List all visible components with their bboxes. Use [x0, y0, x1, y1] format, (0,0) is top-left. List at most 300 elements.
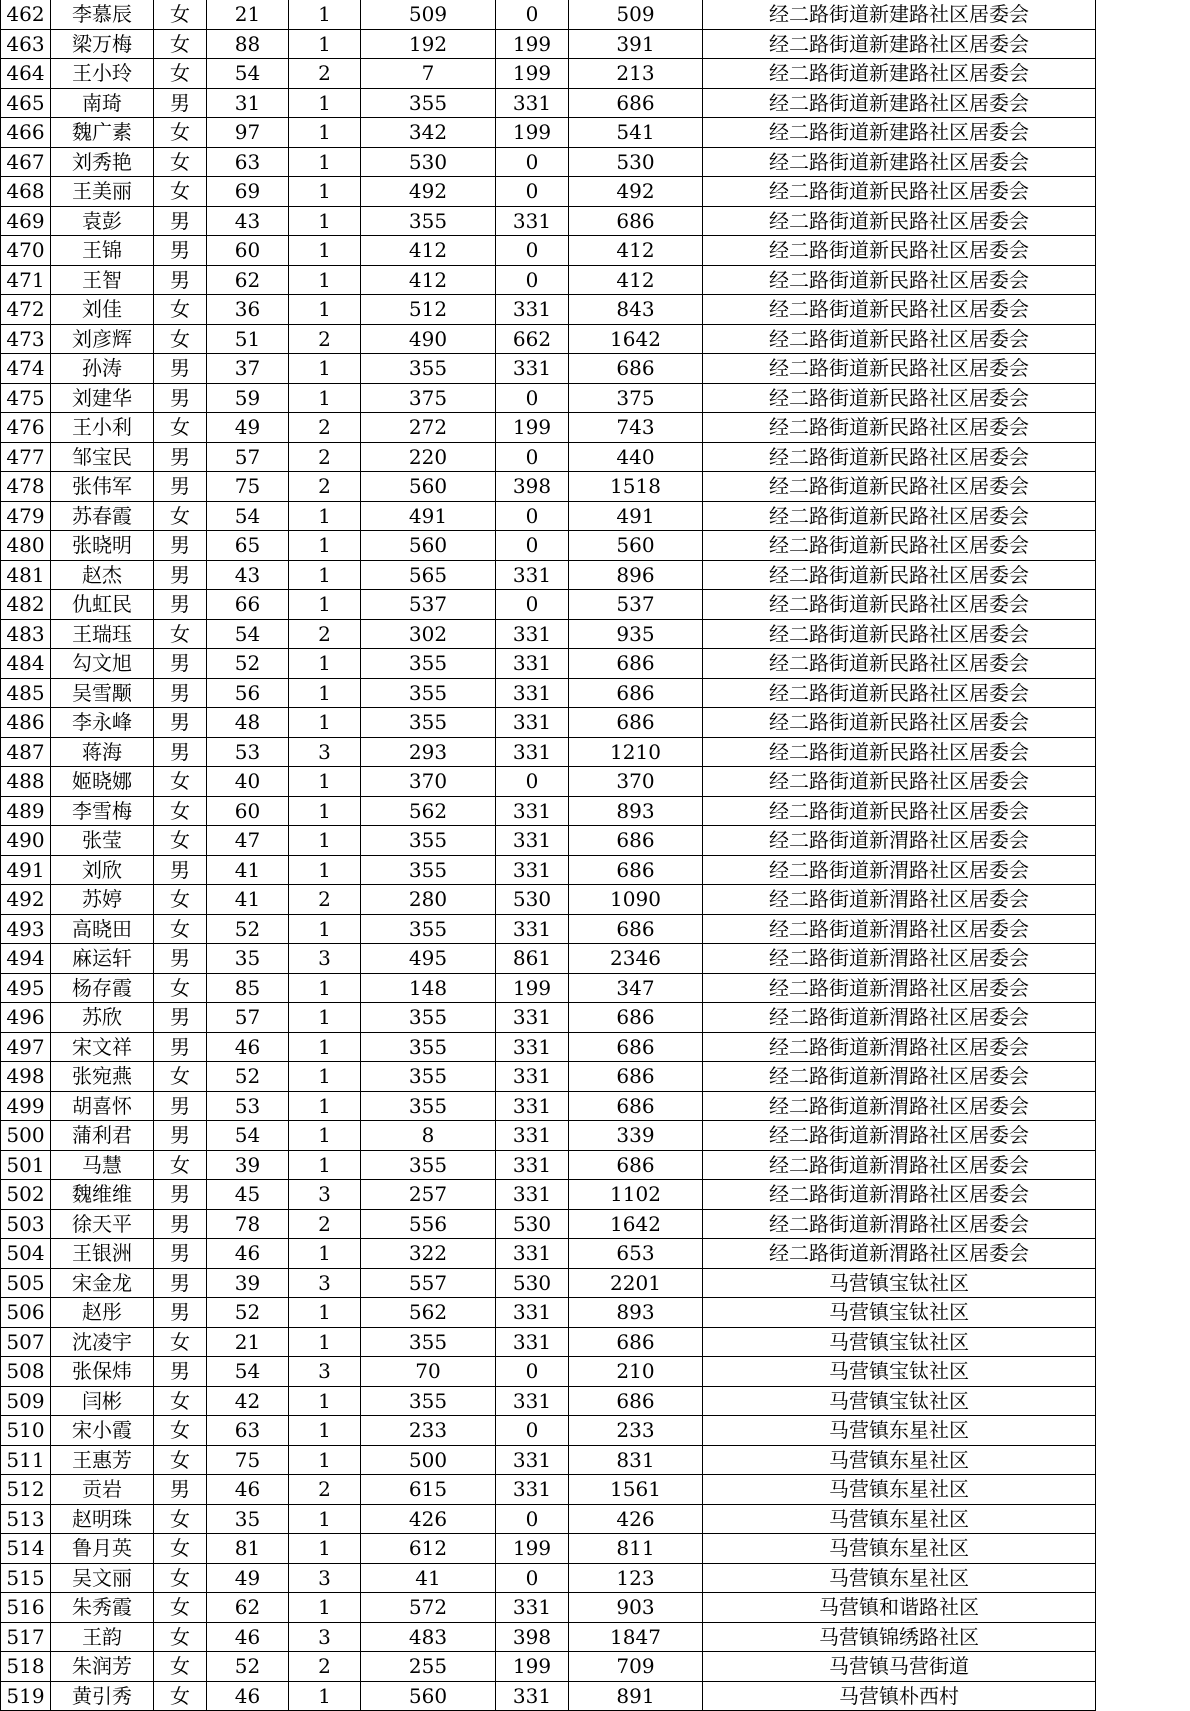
total-cell: 686 [569, 88, 703, 118]
community-cell: 马营镇东星社区 [703, 1563, 1096, 1593]
row-number-cell: 502 [1, 1180, 51, 1210]
amount-b-cell: 199 [496, 413, 569, 443]
total-cell: 891 [569, 1681, 703, 1711]
row-number-cell: 488 [1, 767, 51, 797]
gender-cell: 男 [154, 855, 207, 885]
community-cell: 经二路街道新建路社区居委会 [703, 88, 1096, 118]
age-cell: 54 [207, 501, 289, 531]
age-cell: 60 [207, 236, 289, 266]
community-cell: 经二路街道新建路社区居委会 [703, 118, 1096, 148]
amount-b-cell: 0 [496, 236, 569, 266]
amount-a-cell: 557 [361, 1268, 496, 1298]
household-size-cell: 1 [289, 678, 361, 708]
household-size-cell: 1 [289, 1327, 361, 1357]
name-cell: 吴文丽 [51, 1563, 154, 1593]
age-cell: 59 [207, 383, 289, 413]
community-cell: 经二路街道新渭路社区居委会 [703, 1180, 1096, 1210]
household-size-cell: 1 [289, 649, 361, 679]
gender-cell: 男 [154, 88, 207, 118]
table-row [1, 1298, 1096, 1328]
gender-cell: 女 [154, 1622, 207, 1652]
community-cell: 经二路街道新建路社区居委会 [703, 0, 1096, 29]
gender-cell: 男 [154, 737, 207, 767]
amount-a-cell: 322 [361, 1239, 496, 1269]
row-number-cell: 474 [1, 354, 51, 384]
name-cell: 宋文祥 [51, 1032, 154, 1062]
gender-cell: 男 [154, 708, 207, 738]
age-cell: 54 [207, 59, 289, 89]
amount-a-cell: 257 [361, 1180, 496, 1210]
row-number-cell: 501 [1, 1150, 51, 1180]
name-cell: 李慕辰 [51, 0, 154, 29]
gender-cell: 男 [154, 1239, 207, 1269]
age-cell: 56 [207, 678, 289, 708]
name-cell: 王锦 [51, 236, 154, 266]
gender-cell: 男 [154, 206, 207, 236]
gender-cell: 女 [154, 1652, 207, 1682]
amount-b-cell: 199 [496, 1652, 569, 1682]
table-row [1, 1652, 1096, 1682]
amount-a-cell: 355 [361, 914, 496, 944]
table-row [1, 88, 1096, 118]
age-cell: 51 [207, 324, 289, 354]
amount-b-cell: 0 [496, 383, 569, 413]
total-cell: 210 [569, 1357, 703, 1387]
community-cell: 经二路街道新渭路社区居委会 [703, 1032, 1096, 1062]
name-cell: 刘建华 [51, 383, 154, 413]
household-size-cell: 3 [289, 944, 361, 974]
age-cell: 54 [207, 1357, 289, 1387]
amount-b-cell: 331 [496, 619, 569, 649]
gender-cell: 女 [154, 796, 207, 826]
amount-a-cell: 562 [361, 796, 496, 826]
amount-b-cell: 331 [496, 1091, 569, 1121]
total-cell: 686 [569, 1150, 703, 1180]
row-number-cell: 508 [1, 1357, 51, 1387]
gender-cell: 女 [154, 1327, 207, 1357]
amount-b-cell: 0 [496, 177, 569, 207]
table-row [1, 1593, 1096, 1623]
name-cell: 苏春霞 [51, 501, 154, 531]
age-cell: 52 [207, 1298, 289, 1328]
age-cell: 35 [207, 944, 289, 974]
age-cell: 37 [207, 354, 289, 384]
community-cell: 经二路街道新渭路社区居委会 [703, 944, 1096, 974]
amount-a-cell: 560 [361, 472, 496, 502]
amount-b-cell: 331 [496, 1003, 569, 1033]
row-number-cell: 476 [1, 413, 51, 443]
row-number-cell: 511 [1, 1445, 51, 1475]
table-row [1, 206, 1096, 236]
household-size-cell: 1 [289, 1681, 361, 1711]
gender-cell: 男 [154, 442, 207, 472]
household-size-cell: 1 [289, 914, 361, 944]
row-number-cell: 489 [1, 796, 51, 826]
amount-b-cell: 530 [496, 1209, 569, 1239]
age-cell: 69 [207, 177, 289, 207]
gender-cell: 男 [154, 1091, 207, 1121]
total-cell: 686 [569, 354, 703, 384]
name-cell: 邹宝民 [51, 442, 154, 472]
amount-a-cell: 530 [361, 147, 496, 177]
gender-cell: 男 [154, 678, 207, 708]
amount-a-cell: 537 [361, 590, 496, 620]
age-cell: 88 [207, 29, 289, 59]
amount-a-cell: 70 [361, 1357, 496, 1387]
total-cell: 896 [569, 560, 703, 590]
row-number-cell: 481 [1, 560, 51, 590]
amount-b-cell: 331 [496, 206, 569, 236]
gender-cell: 男 [154, 1032, 207, 1062]
community-cell: 经二路街道新民路社区居委会 [703, 737, 1096, 767]
row-number-cell: 500 [1, 1121, 51, 1151]
row-number-cell: 467 [1, 147, 51, 177]
community-cell: 马营镇宝钛社区 [703, 1298, 1096, 1328]
community-cell: 马营镇东星社区 [703, 1416, 1096, 1446]
row-number-cell: 507 [1, 1327, 51, 1357]
row-number-cell: 506 [1, 1298, 51, 1328]
gender-cell: 女 [154, 767, 207, 797]
total-cell: 686 [569, 826, 703, 856]
amount-a-cell: 500 [361, 1445, 496, 1475]
amount-a-cell: 375 [361, 383, 496, 413]
amount-a-cell: 220 [361, 442, 496, 472]
household-size-cell: 2 [289, 1475, 361, 1505]
name-cell: 刘秀艳 [51, 147, 154, 177]
age-cell: 42 [207, 1386, 289, 1416]
total-cell: 426 [569, 1504, 703, 1534]
household-size-cell: 1 [289, 590, 361, 620]
total-cell: 1642 [569, 1209, 703, 1239]
name-cell: 张伟军 [51, 472, 154, 502]
amount-a-cell: 556 [361, 1209, 496, 1239]
gender-cell: 女 [154, 59, 207, 89]
table-row [1, 1445, 1096, 1475]
total-cell: 412 [569, 236, 703, 266]
name-cell: 赵彤 [51, 1298, 154, 1328]
table-row [1, 1062, 1096, 1092]
household-size-cell: 3 [289, 1268, 361, 1298]
amount-b-cell: 662 [496, 324, 569, 354]
name-cell: 王美丽 [51, 177, 154, 207]
community-cell: 经二路街道新渭路社区居委会 [703, 826, 1096, 856]
community-cell: 经二路街道新渭路社区居委会 [703, 914, 1096, 944]
amount-a-cell: 355 [361, 1150, 496, 1180]
total-cell: 686 [569, 708, 703, 738]
amount-b-cell: 331 [496, 88, 569, 118]
amount-a-cell: 495 [361, 944, 496, 974]
name-cell: 张晓明 [51, 531, 154, 561]
community-cell: 经二路街道新民路社区居委会 [703, 678, 1096, 708]
gender-cell: 女 [154, 619, 207, 649]
household-size-cell: 2 [289, 1652, 361, 1682]
age-cell: 81 [207, 1534, 289, 1564]
household-size-cell: 1 [289, 1504, 361, 1534]
amount-a-cell: 355 [361, 354, 496, 384]
amount-a-cell: 355 [361, 649, 496, 679]
row-number-cell: 509 [1, 1386, 51, 1416]
name-cell: 马慧 [51, 1150, 154, 1180]
household-size-cell: 3 [289, 1180, 361, 1210]
amount-a-cell: 612 [361, 1534, 496, 1564]
household-size-cell: 2 [289, 324, 361, 354]
gender-cell: 女 [154, 29, 207, 59]
name-cell: 刘佳 [51, 295, 154, 325]
total-cell: 903 [569, 1593, 703, 1623]
age-cell: 21 [207, 1327, 289, 1357]
total-cell: 831 [569, 1445, 703, 1475]
household-size-cell: 1 [289, 206, 361, 236]
row-number-cell: 490 [1, 826, 51, 856]
name-cell: 张保炜 [51, 1357, 154, 1387]
table-row [1, 1032, 1096, 1062]
gender-cell: 男 [154, 265, 207, 295]
amount-b-cell: 530 [496, 885, 569, 915]
community-cell: 马营镇东星社区 [703, 1475, 1096, 1505]
total-cell: 1210 [569, 737, 703, 767]
amount-a-cell: 509 [361, 0, 496, 29]
amount-a-cell: 355 [361, 206, 496, 236]
table-row [1, 1504, 1096, 1534]
total-cell: 233 [569, 1416, 703, 1446]
gender-cell: 男 [154, 1357, 207, 1387]
gender-cell: 女 [154, 1062, 207, 1092]
gender-cell: 男 [154, 1209, 207, 1239]
amount-a-cell: 355 [361, 1091, 496, 1121]
amount-b-cell: 0 [496, 1416, 569, 1446]
row-number-cell: 479 [1, 501, 51, 531]
household-size-cell: 1 [289, 708, 361, 738]
community-cell: 经二路街道新民路社区居委会 [703, 531, 1096, 561]
community-cell: 马营镇宝钛社区 [703, 1327, 1096, 1357]
name-cell: 苏婷 [51, 885, 154, 915]
gender-cell: 男 [154, 1298, 207, 1328]
age-cell: 46 [207, 1475, 289, 1505]
total-cell: 893 [569, 796, 703, 826]
table-row [1, 1357, 1096, 1387]
household-size-cell: 1 [289, 1032, 361, 1062]
age-cell: 48 [207, 708, 289, 738]
gender-cell: 女 [154, 1681, 207, 1711]
community-cell: 经二路街道新渭路社区居委会 [703, 1121, 1096, 1151]
gender-cell: 女 [154, 973, 207, 1003]
age-cell: 62 [207, 1593, 289, 1623]
total-cell: 440 [569, 442, 703, 472]
gender-cell: 女 [154, 1416, 207, 1446]
amount-a-cell: 233 [361, 1416, 496, 1446]
age-cell: 52 [207, 1652, 289, 1682]
amount-b-cell: 331 [496, 354, 569, 384]
amount-b-cell: 331 [496, 914, 569, 944]
amount-b-cell: 331 [496, 737, 569, 767]
row-number-cell: 496 [1, 1003, 51, 1033]
total-cell: 1102 [569, 1180, 703, 1210]
total-cell: 530 [569, 147, 703, 177]
name-cell: 王智 [51, 265, 154, 295]
community-cell: 经二路街道新渭路社区居委会 [703, 855, 1096, 885]
gender-cell: 女 [154, 118, 207, 148]
community-cell: 马营镇马营街道 [703, 1652, 1096, 1682]
age-cell: 46 [207, 1239, 289, 1269]
name-cell: 吴雪颙 [51, 678, 154, 708]
row-number-cell: 491 [1, 855, 51, 885]
amount-b-cell: 398 [496, 1622, 569, 1652]
table-row [1, 531, 1096, 561]
table-row [1, 147, 1096, 177]
age-cell: 21 [207, 0, 289, 29]
community-cell: 马营镇东星社区 [703, 1445, 1096, 1475]
amount-b-cell: 0 [496, 265, 569, 295]
total-cell: 123 [569, 1563, 703, 1593]
gender-cell: 男 [154, 383, 207, 413]
table-row [1, 855, 1096, 885]
row-number-cell: 515 [1, 1563, 51, 1593]
total-cell: 1642 [569, 324, 703, 354]
community-cell: 经二路街道新民路社区居委会 [703, 265, 1096, 295]
total-cell: 743 [569, 413, 703, 443]
community-cell: 经二路街道新渭路社区居委会 [703, 1003, 1096, 1033]
amount-a-cell: 355 [361, 678, 496, 708]
community-cell: 经二路街道新建路社区居委会 [703, 29, 1096, 59]
community-cell: 马营镇宝钛社区 [703, 1268, 1096, 1298]
name-cell: 王韵 [51, 1622, 154, 1652]
amount-a-cell: 7 [361, 59, 496, 89]
household-size-cell: 1 [289, 1121, 361, 1151]
name-cell: 蒋海 [51, 737, 154, 767]
amount-a-cell: 512 [361, 295, 496, 325]
name-cell: 鲁月英 [51, 1534, 154, 1564]
gender-cell: 男 [154, 236, 207, 266]
gender-cell: 男 [154, 531, 207, 561]
amount-b-cell: 199 [496, 1534, 569, 1564]
household-size-cell: 1 [289, 1239, 361, 1269]
age-cell: 62 [207, 265, 289, 295]
amount-a-cell: 280 [361, 885, 496, 915]
household-size-cell: 1 [289, 265, 361, 295]
amount-b-cell: 331 [496, 1681, 569, 1711]
name-cell: 宋金龙 [51, 1268, 154, 1298]
name-cell: 胡喜怀 [51, 1091, 154, 1121]
amount-b-cell: 0 [496, 590, 569, 620]
row-number-cell: 484 [1, 649, 51, 679]
age-cell: 43 [207, 560, 289, 590]
age-cell: 46 [207, 1681, 289, 1711]
household-size-cell: 2 [289, 413, 361, 443]
table-row [1, 914, 1096, 944]
total-cell: 686 [569, 678, 703, 708]
amount-a-cell: 355 [361, 1032, 496, 1062]
age-cell: 63 [207, 147, 289, 177]
age-cell: 78 [207, 1209, 289, 1239]
row-number-cell: 464 [1, 59, 51, 89]
name-cell: 杨存霞 [51, 973, 154, 1003]
row-number-cell: 487 [1, 737, 51, 767]
age-cell: 46 [207, 1032, 289, 1062]
table-row [1, 59, 1096, 89]
table-row [1, 236, 1096, 266]
gender-cell: 男 [154, 560, 207, 590]
gender-cell: 男 [154, 1121, 207, 1151]
gender-cell: 女 [154, 1150, 207, 1180]
age-cell: 45 [207, 1180, 289, 1210]
household-size-cell: 1 [289, 531, 361, 561]
household-size-cell: 2 [289, 472, 361, 502]
age-cell: 41 [207, 885, 289, 915]
total-cell: 686 [569, 1327, 703, 1357]
total-cell: 686 [569, 1386, 703, 1416]
amount-a-cell: 492 [361, 177, 496, 207]
total-cell: 347 [569, 973, 703, 1003]
community-cell: 经二路街道新渭路社区居委会 [703, 1062, 1096, 1092]
table-row [1, 649, 1096, 679]
household-size-cell: 1 [289, 1593, 361, 1623]
gender-cell: 男 [154, 1475, 207, 1505]
community-cell: 马营镇宝钛社区 [703, 1357, 1096, 1387]
name-cell: 赵明珠 [51, 1504, 154, 1534]
row-number-cell: 470 [1, 236, 51, 266]
household-size-cell: 1 [289, 88, 361, 118]
amount-a-cell: 342 [361, 118, 496, 148]
gender-cell: 男 [154, 1180, 207, 1210]
household-size-cell: 1 [289, 796, 361, 826]
table-row [1, 265, 1096, 295]
household-size-cell: 1 [289, 767, 361, 797]
total-cell: 412 [569, 265, 703, 295]
gender-cell: 女 [154, 1504, 207, 1534]
age-cell: 54 [207, 1121, 289, 1151]
amount-b-cell: 331 [496, 1239, 569, 1269]
household-size-cell: 1 [289, 1062, 361, 1092]
amount-b-cell: 0 [496, 1563, 569, 1593]
row-number-cell: 466 [1, 118, 51, 148]
amount-a-cell: 565 [361, 560, 496, 590]
total-cell: 935 [569, 619, 703, 649]
total-cell: 893 [569, 1298, 703, 1328]
gender-cell: 女 [154, 324, 207, 354]
table-row [1, 1416, 1096, 1446]
household-size-cell: 1 [289, 1416, 361, 1446]
amount-b-cell: 398 [496, 472, 569, 502]
amount-a-cell: 293 [361, 737, 496, 767]
age-cell: 75 [207, 472, 289, 502]
community-cell: 经二路街道新民路社区居委会 [703, 796, 1096, 826]
community-cell: 经二路街道新渭路社区居委会 [703, 1239, 1096, 1269]
total-cell: 686 [569, 649, 703, 679]
total-cell: 370 [569, 767, 703, 797]
table-row [1, 0, 1096, 29]
gender-cell: 男 [154, 1268, 207, 1298]
household-size-cell: 1 [289, 354, 361, 384]
total-cell: 1090 [569, 885, 703, 915]
row-number-cell: 472 [1, 295, 51, 325]
name-cell: 宋小霞 [51, 1416, 154, 1446]
table-row [1, 737, 1096, 767]
row-number-cell: 471 [1, 265, 51, 295]
total-cell: 686 [569, 1003, 703, 1033]
total-cell: 213 [569, 59, 703, 89]
row-number-cell: 497 [1, 1032, 51, 1062]
table-body [1, 0, 1096, 1711]
table-row [1, 1563, 1096, 1593]
row-number-cell: 473 [1, 324, 51, 354]
amount-b-cell: 0 [496, 1357, 569, 1387]
amount-a-cell: 148 [361, 973, 496, 1003]
table-row [1, 560, 1096, 590]
age-cell: 49 [207, 1563, 289, 1593]
table-row [1, 826, 1096, 856]
total-cell: 1847 [569, 1622, 703, 1652]
age-cell: 39 [207, 1268, 289, 1298]
